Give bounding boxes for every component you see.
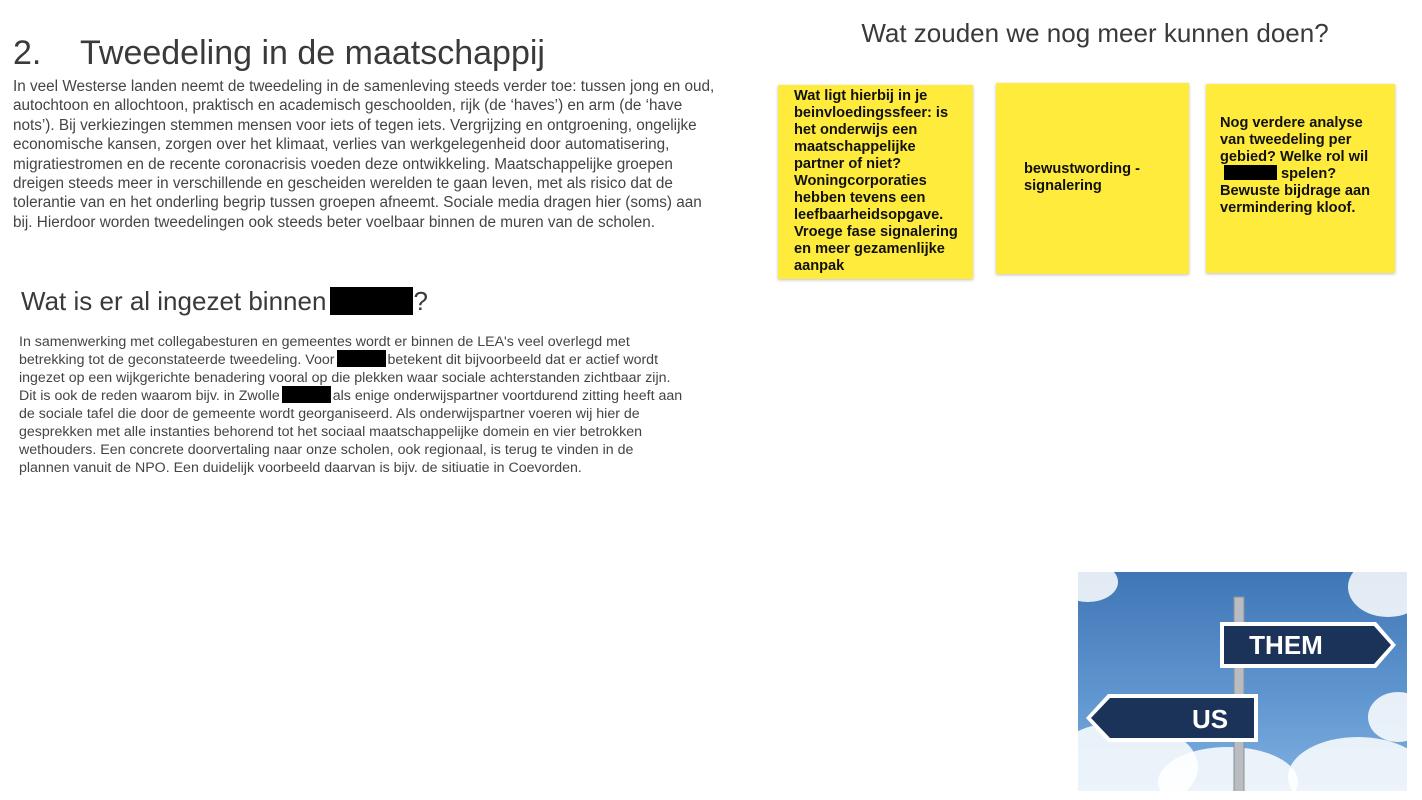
us-sign-board [1091,698,1254,738]
sticky-note[interactable] [778,85,973,279]
them-sign-label: THEM [1249,630,1323,660]
us-sign [1086,694,1258,742]
section-heading-suffix: ? [413,286,428,316]
title-number: 2. [13,34,42,72]
right-panel-heading: Wat zouden we nog meer kunnen doen? [861,18,1329,48]
redaction-block [282,386,331,403]
sticky-note-text: bewustwording - signalering [1024,161,1140,194]
body-text-part2: betekent dit bijvoorbeeld dat er actief wordt ingezet op een wijkgerichte benadering vooral op die plekken waar sociale achterstanden zichtbaar zijn. Dit is ook de reden waarom bijv. in Zwolle [19,352,671,404]
body-text-part3: als enige onderwijspartner voortdurend zitting heeft aan de sociale tafel die door de gemeente wordt georganiseerd. Als onderwijspartner voeren wij hier de gesprekken met alle instanties behorend tot het sociaal maatschappelijke domein en vier betrokken wethouders. Een concrete doorvertaling naar onze scholen, ook regionaal, is terug te vinden in de plannen vanuit de NPO. Een duidelijk voorbeeld daarvan is bijv. de sitiuatie in Coevorden. [19,388,683,476]
sticky-note-text: Nog verdere analyse van tweedeling per gebied? Welke rol wil [1220,115,1369,165]
them-sign [1220,622,1396,668]
us-them-signpost-image [1078,572,1407,791]
signpost-svg [1078,572,1407,791]
redaction-block [1224,165,1277,180]
redaction-block [337,350,386,367]
sticky-note-text: spelen? Bewuste bijdrage aan vermindering kloof. [1220,166,1371,216]
section-heading [21,284,428,318]
body-text-part1: In samenwerking met collegabesturen en gemeentes wordt er binnen de LEA's veel overlegd met betrekking tot de geconstateerde tweedeling. Voor [19,334,630,368]
section-heading-text: Wat is er al ingezet binnen [21,286,327,316]
sticky-note[interactable] [1206,84,1395,273]
sticky-note-text: Wat ligt hierbij in je beinvloedingssfeer: is het onderwijs een maatschappelijke partner of niet? Woningcorporaties hebben tevens een leefbaarheidsopgave. Vroege fase signalering en meer gezamenlijke aanpak [794,88,958,274]
us-sign-label: US [1191,704,1229,734]
sticky-note[interactable] [996,83,1189,274]
page-title: Tweedeling in de maatschappij [80,34,545,72]
intro-paragraph: In veel Westerse landen neemt de tweedeling in de samenleving steeds verder toe: tussen jong en oud, autochtoon en allochtoon, praktisch en academisch geschoolden, rijk (de ‘haves’) en arm (de ‘have nots’). Bij verkiezingen stemmen mensen voor iets of tegen iets. Vergrijzing en ontgroening, ongelijke economische kansen, zorgen over het klimaat, verlies van werkgelegenheid door automatisering, migratiestromen en de recente coronacrisis voeden deze ontwikkeling. Maatschappelijke groepen dreigen steeds meer in verschillende en gescheiden werelden te gaan leven, met als risico dat de tolerantie van en het onderling begrip tussen groepen afneemt. Sociale media dragen hier (soms) aan bij. Hierdoor worden tweedelingen ook steeds beter voelbaar binnen de muren van de scholen. [13,78,715,231]
redaction-block [330,287,413,315]
body-paragraph [19,333,684,477]
